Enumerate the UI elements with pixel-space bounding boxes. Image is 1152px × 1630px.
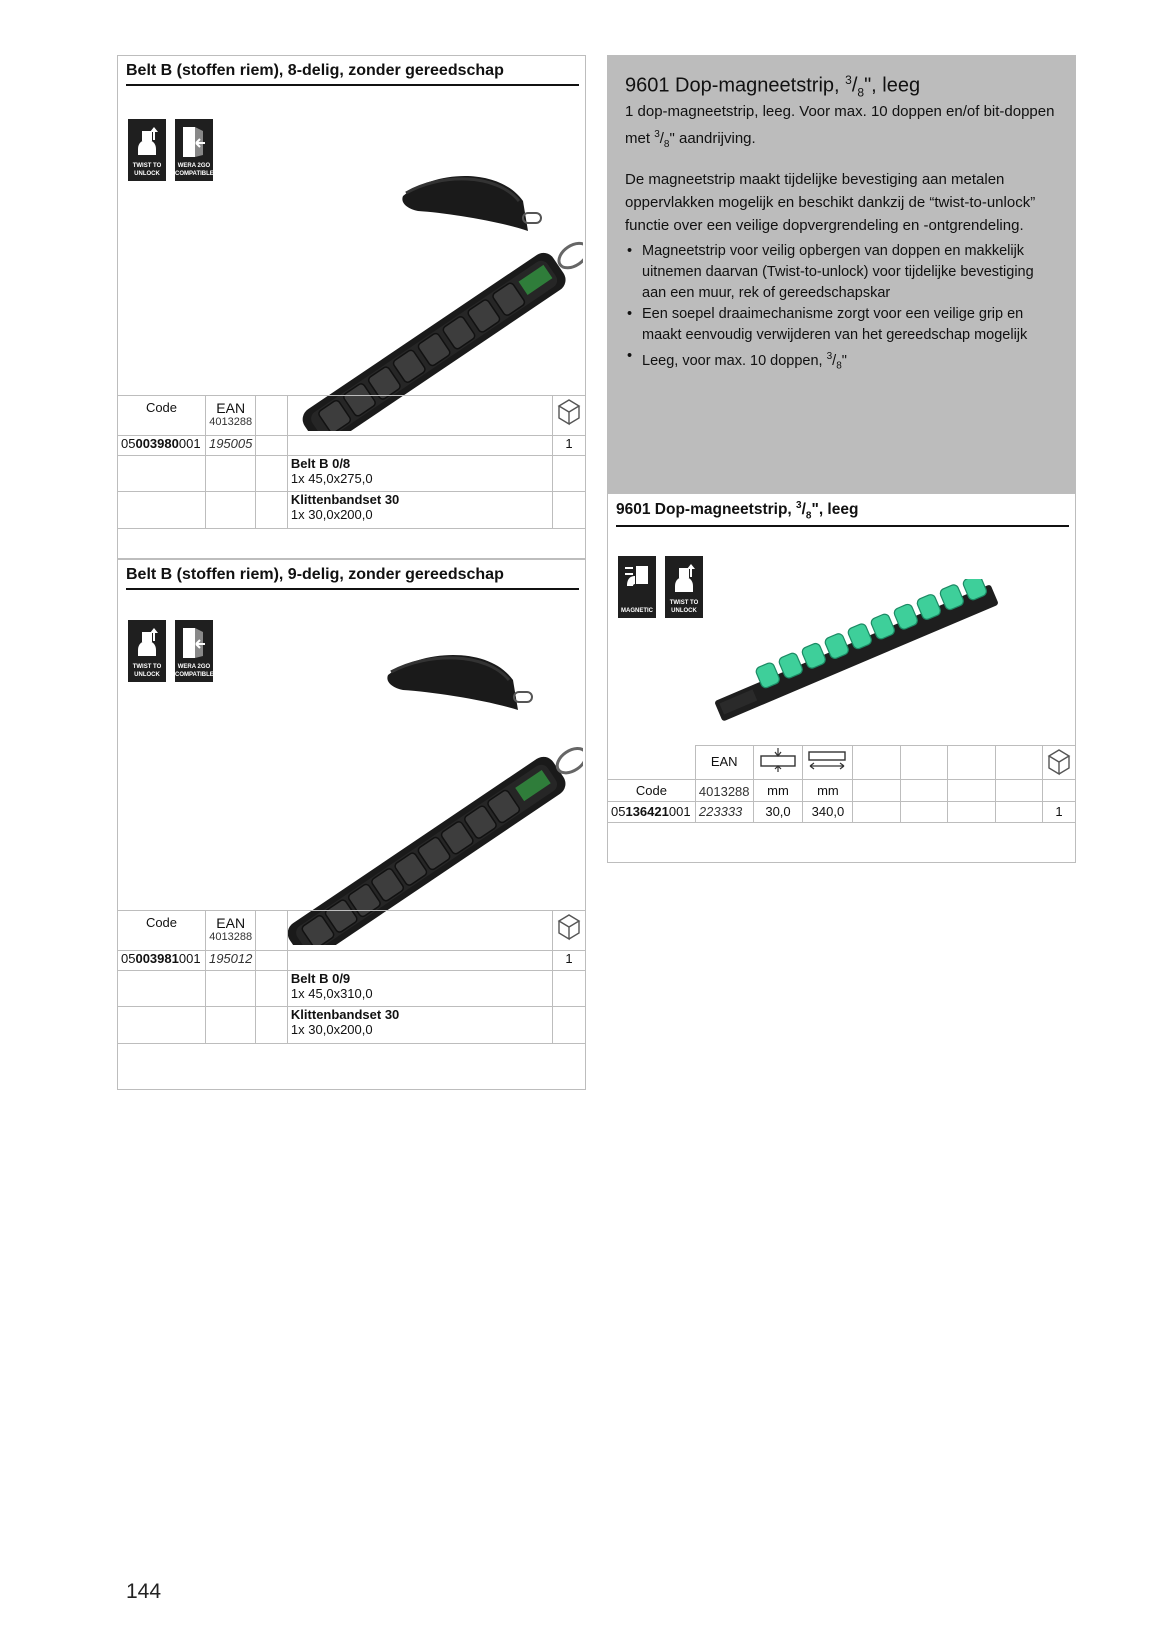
content-item: Klittenbandset 30 1x 30,0x200,0	[287, 492, 552, 529]
package-quantity: 1	[552, 951, 585, 971]
twist-to-unlock-icon: TWIST TO UNLOCK	[128, 620, 166, 682]
content-item: Belt B 0/9 1x 45,0x310,0	[287, 971, 552, 1007]
description-intro: 1 dop-magneetstrip, leeg. Voor max. 10 doppen en/of bit-doppen met $^3/_8$" aandrijving.	[625, 103, 1055, 150]
feature-list	[625, 241, 1058, 377]
product-table	[117, 395, 586, 529]
product-panel-belt-b-8	[117, 55, 586, 559]
content-item: Belt B 0/8 1x 45,0x275,0	[287, 456, 552, 492]
width-unit: mm	[753, 780, 803, 802]
content-item: Klittenbandset 30 1x 30,0x200,0	[287, 1007, 552, 1044]
width-icon	[753, 746, 803, 780]
belt-product-image	[178, 615, 583, 945]
article-code: 05136421001	[608, 802, 696, 823]
twist-to-unlock-icon: TWIST TO UNLOCK	[128, 119, 166, 181]
product-title: Belt B (stoffen riem), 8-delig, zonder gereedschap	[126, 62, 579, 86]
description-paragraph: De magneetstrip maakt tijdelijke bevestiging aan metalen oppervlakken mogelijk en beschikt dankzij de “twist-to-unlock” functie over een veilige dopvergrendeling en -ontgrendeling.	[625, 171, 1036, 234]
feature-item: • Een soepel draaimechanisme zorgt voor een veilige grip en maakt eenvoudig verwijderen van het gereedschap mogelijk	[625, 304, 1058, 346]
article-code: 05003980001	[118, 436, 206, 456]
package-icon	[1042, 746, 1075, 780]
feature-item: • Magneetstrip voor veilig opbergen van doppen en makkelijk uitnemen daarvan (Twist-to-unlock) voor tijdelijke bevestiging aan een muur, rek of gereedschapskar	[625, 241, 1058, 304]
header-ean-prefix: 4013288	[209, 931, 253, 943]
package-quantity: 1	[1042, 802, 1075, 823]
twist-to-unlock-icon: TWIST TO UNLOCK	[665, 556, 703, 618]
header-ean: EAN	[216, 915, 246, 931]
package-icon	[552, 396, 585, 436]
header-code: Code	[608, 780, 696, 802]
header-ean-prefix: 4013288	[209, 416, 253, 428]
magneetstrip-product-image	[703, 579, 1003, 729]
length-value: 340,0	[803, 802, 853, 823]
wera-2go-compatible-icon: WERA 2GO COMPATIBLE	[175, 119, 213, 181]
header-ean: EAN	[216, 400, 246, 416]
wera-2go-compatible-icon: WERA 2GO COMPATIBLE	[175, 620, 213, 682]
article-code: 05003981001	[118, 951, 206, 971]
header-code: Code	[118, 396, 206, 436]
header-ean-prefix: 4013288	[695, 780, 753, 802]
product-title: Belt B (stoffen riem), 9-delig, zonder gereedschap	[126, 566, 579, 590]
feature-item: • Leeg, voor max. 10 doppen, $^3/_8$"	[625, 346, 1058, 377]
description-title: 9601 Dop-magneetstrip, $^3/_8$", leeg	[625, 73, 921, 100]
length-unit: mm	[803, 780, 853, 802]
header-code: Code	[118, 911, 206, 951]
belt-product-image	[198, 111, 583, 431]
package-quantity: 1	[552, 436, 585, 456]
product-panel-magneetstrip	[607, 493, 1076, 863]
product-table	[117, 910, 586, 1044]
length-icon	[803, 746, 853, 780]
magnetic-icon: MAGNETIC	[618, 556, 656, 618]
page-number: 144	[126, 1580, 162, 1603]
package-icon	[552, 911, 585, 951]
width-value: 30,0	[753, 802, 803, 823]
product-title: 9601 Dop-magneetstrip, $^3/_8$", leeg	[616, 500, 1069, 527]
ean-value: 195005	[205, 436, 255, 456]
product-table	[607, 745, 1076, 823]
ean-value: 223333	[695, 802, 753, 823]
product-description-card	[607, 55, 1076, 493]
ean-value: 195012	[205, 951, 255, 971]
header-ean: EAN	[695, 746, 753, 780]
product-panel-belt-b-9	[117, 559, 586, 1090]
